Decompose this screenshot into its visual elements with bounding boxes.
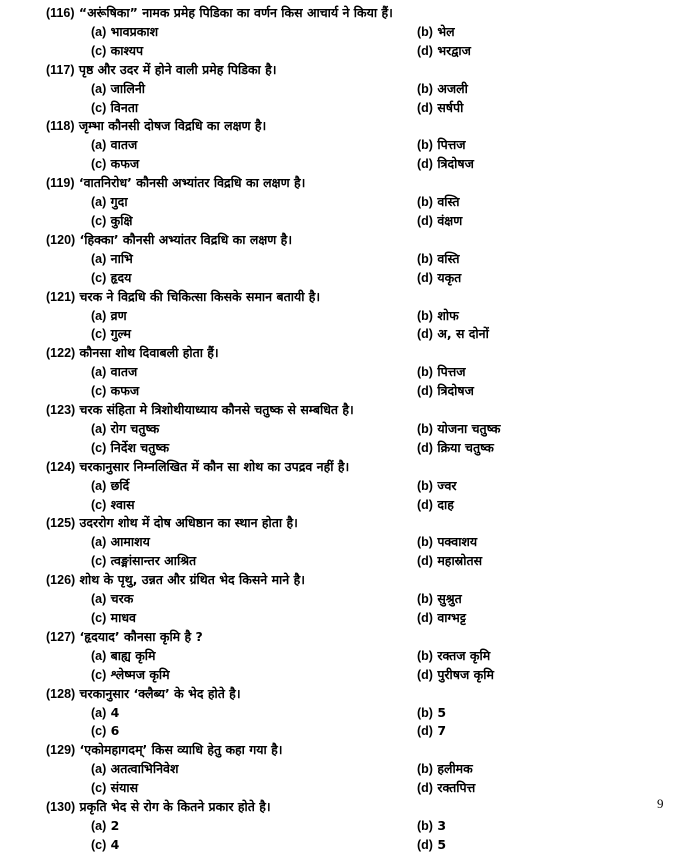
option-letter: (b) bbox=[417, 138, 433, 153]
answer-option bbox=[91, 42, 417, 61]
option-text: महास्रोतस bbox=[437, 553, 483, 569]
option-text: ज्वर bbox=[437, 477, 457, 493]
option-text: 4 bbox=[110, 704, 120, 720]
question-number: (116) bbox=[46, 6, 75, 20]
option-text: सुश्रुत bbox=[437, 591, 462, 607]
options-grid bbox=[91, 477, 506, 515]
options-grid bbox=[91, 760, 506, 798]
option-letter: (d) bbox=[417, 213, 433, 228]
options-grid bbox=[91, 533, 506, 571]
option-letter: (d) bbox=[417, 270, 433, 285]
option-letter: (c) bbox=[91, 611, 107, 625]
option-letter: (c) bbox=[91, 270, 107, 285]
answer-option bbox=[91, 817, 417, 836]
option-letter: (d) bbox=[417, 440, 433, 455]
option-text: 5 bbox=[437, 704, 447, 720]
question-item bbox=[46, 628, 506, 685]
option-letter: (c) bbox=[91, 327, 107, 342]
question-item bbox=[46, 798, 506, 855]
answer-option bbox=[417, 836, 577, 855]
option-text: पित्तज bbox=[437, 364, 466, 380]
question-line bbox=[46, 514, 506, 533]
option-text: संयास bbox=[110, 780, 139, 796]
option-text: त्रिदोषज bbox=[437, 156, 474, 172]
answer-option bbox=[417, 704, 577, 723]
answer-option bbox=[417, 552, 577, 571]
option-text: रक्तज कृमि bbox=[437, 647, 491, 663]
option-text: योजना चतुष्क bbox=[437, 420, 501, 436]
option-letter: (a) bbox=[91, 705, 107, 720]
option-letter: (d) bbox=[417, 384, 433, 399]
option-letter: (a) bbox=[91, 138, 107, 153]
answer-option bbox=[91, 155, 417, 174]
answer-option bbox=[91, 382, 417, 401]
question-text: चरक संहिता मे त्रिशोथीयाध्याय कौनसे चतुष्क से सम्बधित है। bbox=[79, 402, 354, 418]
question-line bbox=[46, 231, 506, 250]
option-text: रक्तपित्त bbox=[437, 780, 476, 796]
question-line bbox=[46, 685, 506, 704]
question-line bbox=[46, 628, 506, 647]
option-letter: (b) bbox=[417, 365, 433, 380]
answer-option bbox=[91, 496, 417, 515]
question-number: (117) bbox=[46, 62, 75, 77]
question-text: ‘वातनिरोध’ कौनसी अभ्यांतर विद्रधि का लक्षण है। bbox=[78, 175, 306, 191]
option-text: व्रण bbox=[110, 307, 127, 323]
option-letter: (b) bbox=[417, 648, 433, 663]
options-grid bbox=[91, 363, 506, 401]
question-line bbox=[46, 288, 506, 307]
answer-option bbox=[417, 363, 577, 382]
answer-option bbox=[91, 704, 417, 723]
option-text: वातज bbox=[110, 137, 138, 153]
option-text: गुदा bbox=[110, 194, 128, 210]
answer-option bbox=[91, 666, 417, 685]
option-text: कुक्षि bbox=[110, 212, 133, 228]
question-item bbox=[46, 401, 506, 458]
option-text: विनता bbox=[110, 99, 139, 115]
option-letter: (d) bbox=[417, 100, 433, 115]
options-grid bbox=[91, 704, 506, 742]
answer-option bbox=[417, 609, 577, 628]
option-text: 7 bbox=[437, 723, 447, 739]
answer-option bbox=[417, 23, 577, 42]
answer-option bbox=[417, 817, 577, 836]
answer-option bbox=[417, 155, 577, 174]
answer-option bbox=[417, 420, 577, 439]
answer-option bbox=[417, 307, 577, 326]
question-text: पृष्ठ और उदर में होने वाली प्रमेह पिडिका है। bbox=[78, 61, 277, 77]
question-line bbox=[46, 401, 506, 420]
option-text: श्वास bbox=[110, 496, 135, 512]
answer-option bbox=[91, 212, 417, 231]
answer-option bbox=[417, 760, 577, 779]
option-letter: (b) bbox=[417, 705, 433, 720]
question-item bbox=[46, 288, 506, 345]
answer-option bbox=[91, 647, 417, 666]
question-text: ‘हृदयाद’ कौनसा कृमि है ? bbox=[79, 628, 203, 644]
option-letter: (c) bbox=[91, 213, 107, 228]
option-text: 2 bbox=[110, 817, 120, 833]
question-number: (123) bbox=[46, 403, 76, 418]
answer-option bbox=[417, 269, 577, 288]
option-text: 6 bbox=[110, 723, 120, 739]
question-item bbox=[46, 174, 506, 231]
option-letter: (c) bbox=[91, 781, 107, 796]
answer-option bbox=[91, 779, 417, 798]
option-letter: (a) bbox=[91, 592, 107, 607]
option-letter: (b) bbox=[417, 762, 433, 777]
option-text: हृदय bbox=[110, 269, 132, 285]
option-text: श्लेष्मज कृमि bbox=[110, 666, 170, 682]
option-letter: (d) bbox=[417, 837, 433, 852]
answer-option bbox=[91, 836, 417, 855]
options-grid bbox=[91, 817, 506, 855]
option-text: काश्यप bbox=[110, 42, 144, 58]
answer-option bbox=[91, 325, 417, 344]
option-letter: (a) bbox=[91, 421, 107, 436]
option-letter: (a) bbox=[91, 818, 107, 833]
question-line bbox=[46, 741, 506, 760]
option-text: वंक्षण bbox=[437, 212, 463, 228]
question-number: (130) bbox=[46, 800, 76, 815]
options-grid bbox=[91, 590, 506, 628]
option-text: गुल्म bbox=[110, 326, 132, 342]
option-text: हलीमक bbox=[437, 761, 473, 777]
option-letter: (c) bbox=[91, 384, 107, 399]
options-grid bbox=[91, 136, 506, 174]
question-text: चरकानुसार ‘क्लैब्य’ के भेद होते है। bbox=[79, 685, 241, 701]
option-letter: (a) bbox=[91, 535, 107, 550]
answer-option bbox=[91, 307, 417, 326]
question-number: (124) bbox=[46, 459, 76, 474]
question-number: (129) bbox=[46, 743, 76, 758]
question-line bbox=[46, 458, 506, 477]
answer-option bbox=[417, 722, 577, 741]
question-text: चरकानुसार निम्नलिखित में कौन सा शोथ का उपद्रव नहीं है। bbox=[79, 458, 350, 474]
option-letter: (c) bbox=[91, 497, 107, 512]
question-item bbox=[46, 571, 506, 628]
answer-option bbox=[91, 363, 417, 382]
answer-option bbox=[91, 760, 417, 779]
option-letter: (c) bbox=[91, 837, 107, 852]
option-letter: (d) bbox=[417, 554, 433, 569]
answer-option bbox=[91, 99, 417, 118]
answer-option bbox=[91, 722, 417, 741]
option-text: यकृत bbox=[437, 269, 462, 285]
option-letter: (a) bbox=[91, 308, 107, 323]
question-item bbox=[46, 344, 506, 401]
options-grid bbox=[91, 193, 506, 231]
answer-option bbox=[91, 477, 417, 496]
question-item bbox=[46, 231, 506, 288]
option-letter: (c) bbox=[91, 157, 107, 172]
answer-option bbox=[417, 533, 577, 552]
option-letter: (c) bbox=[91, 100, 107, 115]
options-grid bbox=[91, 23, 506, 61]
option-text: त्रिदोषज bbox=[437, 383, 474, 399]
answer-option bbox=[417, 779, 577, 798]
option-letter: (a) bbox=[91, 24, 107, 39]
option-letter: (b) bbox=[417, 81, 433, 96]
question-number: (128) bbox=[46, 686, 76, 701]
answer-option bbox=[91, 250, 417, 269]
options-grid bbox=[91, 80, 506, 118]
options-grid bbox=[91, 250, 506, 288]
option-letter: (a) bbox=[91, 251, 107, 266]
option-letter: (a) bbox=[91, 195, 107, 210]
option-letter: (b) bbox=[417, 818, 433, 833]
option-text: वाग्भट्ट bbox=[437, 610, 466, 625]
question-text: प्रकृति भेद से रोग के कितने प्रकार होते है। bbox=[79, 799, 271, 815]
option-letter: (c) bbox=[91, 667, 107, 682]
options-grid bbox=[91, 420, 506, 458]
option-text: पित्तज bbox=[437, 137, 466, 153]
option-letter: (d) bbox=[417, 497, 433, 512]
option-letter: (b) bbox=[417, 592, 433, 607]
option-text: निर्देश चतुष्क bbox=[110, 439, 170, 455]
question-line bbox=[46, 571, 506, 590]
option-text: शोफ bbox=[437, 307, 459, 323]
answer-option bbox=[91, 80, 417, 99]
option-text: रोग चतुष्क bbox=[110, 420, 160, 436]
question-line bbox=[46, 117, 506, 136]
option-letter: (d) bbox=[417, 724, 433, 739]
option-text: 5 bbox=[437, 836, 447, 852]
option-text: आमाशय bbox=[110, 534, 150, 550]
page-number: 9 bbox=[657, 796, 664, 811]
answer-option bbox=[417, 325, 577, 344]
option-letter: (c) bbox=[91, 724, 107, 739]
option-letter: (d) bbox=[417, 781, 433, 796]
option-text: वस्ति bbox=[437, 250, 460, 266]
question-item bbox=[46, 685, 506, 742]
option-text: क्रिया चतुष्क bbox=[437, 439, 494, 455]
option-text: छर्दि bbox=[110, 477, 130, 493]
question-line bbox=[46, 798, 506, 817]
answer-option bbox=[417, 80, 577, 99]
question-line bbox=[46, 61, 506, 80]
question-line bbox=[46, 174, 506, 193]
option-letter: (d) bbox=[417, 327, 433, 342]
answer-option bbox=[417, 212, 577, 231]
answer-option bbox=[417, 439, 577, 458]
option-letter: (b) bbox=[417, 535, 433, 550]
question-text: ‘एकोमहागदम्’ किस व्याधि हेतु कहा गया है। bbox=[79, 742, 283, 758]
options-grid bbox=[91, 307, 506, 345]
question-number: (119) bbox=[46, 176, 75, 191]
option-letter: (c) bbox=[91, 554, 107, 569]
option-text: भरद्वाज bbox=[437, 42, 471, 58]
option-letter: (a) bbox=[91, 478, 107, 493]
question-line bbox=[46, 4, 506, 23]
option-text: अतत्वाभिनिवेश bbox=[110, 761, 179, 777]
option-text: अ, स दोनों bbox=[437, 326, 489, 342]
answer-option bbox=[91, 420, 417, 439]
answer-option bbox=[91, 23, 417, 42]
answer-option bbox=[91, 193, 417, 212]
answer-option bbox=[417, 250, 577, 269]
option-text: जालिनी bbox=[110, 80, 146, 96]
answer-option bbox=[91, 136, 417, 155]
question-item bbox=[46, 741, 506, 798]
option-text: त्वङ्मांसान्तर आश्रित bbox=[110, 553, 197, 569]
answer-option bbox=[417, 42, 577, 61]
answer-option bbox=[417, 666, 577, 685]
question-text: चरक ने विद्रधि की चिकित्सा किसके समान बतायी है। bbox=[79, 288, 321, 304]
question-list bbox=[46, 4, 506, 855]
option-text: नाभि bbox=[110, 250, 133, 266]
question-number: (125) bbox=[46, 516, 76, 531]
option-letter: (d) bbox=[417, 157, 433, 172]
option-text: वस्ति bbox=[437, 194, 460, 210]
option-text: दाह bbox=[437, 496, 454, 512]
answer-option bbox=[417, 193, 577, 212]
option-text: वातज bbox=[110, 364, 138, 380]
option-text: भावप्रकाश bbox=[110, 23, 159, 39]
option-letter: (c) bbox=[91, 440, 107, 455]
answer-option bbox=[91, 609, 417, 628]
question-number: (120) bbox=[46, 232, 76, 247]
option-letter: (a) bbox=[91, 762, 107, 777]
question-text: शोथ के पृथु, उन्नत और ग्रंथित भेद किसने माने है। bbox=[79, 572, 305, 588]
question-text: कौनसा शोथ दिवाबली होता हैं। bbox=[79, 345, 219, 361]
question-number: (127) bbox=[46, 629, 76, 644]
question-text: ‘हिक्का’ कौनसी अभ्यांतर विद्रधि का लक्षण है। bbox=[79, 231, 293, 247]
option-text: सर्षपी bbox=[437, 99, 464, 115]
option-letter: (d) bbox=[417, 611, 433, 625]
answer-option bbox=[417, 382, 577, 401]
question-item bbox=[46, 458, 506, 515]
option-letter: (a) bbox=[91, 365, 107, 380]
answer-option bbox=[417, 590, 577, 609]
answer-option bbox=[91, 552, 417, 571]
option-text: अजली bbox=[437, 80, 468, 96]
answer-option bbox=[91, 439, 417, 458]
option-text: पक्वाशय bbox=[437, 534, 478, 550]
question-number: (126) bbox=[46, 573, 76, 588]
question-line bbox=[46, 344, 506, 363]
option-text: भेल bbox=[437, 23, 455, 39]
option-text: कफज bbox=[110, 156, 140, 172]
question-text: उदररोग शोथ में दोष अधिष्ठान का स्थान होता है। bbox=[79, 515, 298, 531]
options-grid bbox=[91, 647, 506, 685]
answer-option bbox=[417, 99, 577, 118]
option-text: पुरीषज कृमि bbox=[437, 666, 494, 682]
question-number: (118) bbox=[46, 119, 75, 134]
option-letter: (d) bbox=[417, 667, 433, 682]
answer-option bbox=[91, 269, 417, 288]
question-item bbox=[46, 117, 506, 174]
option-letter: (b) bbox=[417, 478, 433, 493]
answer-option bbox=[417, 477, 577, 496]
option-letter: (b) bbox=[417, 24, 433, 39]
option-letter: (b) bbox=[417, 251, 433, 266]
option-letter: (a) bbox=[91, 81, 107, 96]
answer-option bbox=[91, 590, 417, 609]
option-text: कफज bbox=[110, 383, 140, 399]
question-number: (121) bbox=[46, 289, 76, 304]
option-text: 4 bbox=[110, 836, 120, 852]
option-text: बाह्य कृमि bbox=[110, 647, 156, 663]
option-letter: (b) bbox=[417, 421, 433, 436]
option-letter: (c) bbox=[91, 43, 107, 58]
option-text: माधव bbox=[110, 610, 136, 625]
answer-option bbox=[417, 496, 577, 515]
question-item bbox=[46, 61, 506, 118]
answer-option bbox=[91, 533, 417, 552]
question-number: (122) bbox=[46, 346, 76, 361]
option-letter: (a) bbox=[91, 648, 107, 663]
option-letter: (b) bbox=[417, 308, 433, 323]
answer-option bbox=[417, 647, 577, 666]
question-text: जृम्भा कौनसी दोषज विद्रधि का लक्षण है। bbox=[78, 118, 267, 134]
question-item bbox=[46, 514, 506, 571]
option-text: चरक bbox=[110, 591, 134, 607]
option-letter: (d) bbox=[417, 43, 433, 58]
option-letter: (b) bbox=[417, 195, 433, 210]
question-text: “अरूंषिका” नामक प्रमेह पिडिका का वर्णन किस आचार्य ने किया हैं। bbox=[78, 5, 393, 20]
option-text: 3 bbox=[437, 817, 447, 833]
answer-option bbox=[417, 136, 577, 155]
question-item bbox=[46, 4, 506, 61]
